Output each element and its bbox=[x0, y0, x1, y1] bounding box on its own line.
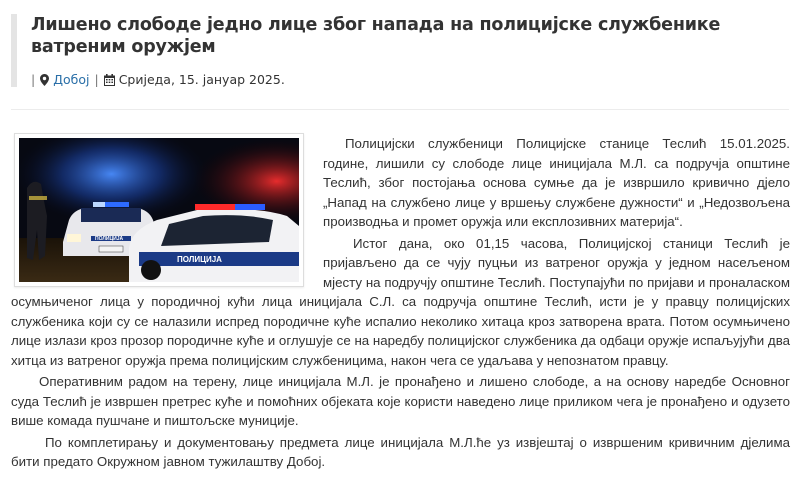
article-title: Лишено слободе једно лице због напада на полицијске службенике ватреним оружјем bbox=[31, 15, 721, 57]
header-divider bbox=[11, 109, 789, 110]
location-link[interactable]: Добој bbox=[53, 71, 90, 87]
paragraph-3: Оперативним радом на терену, лице иницијала М.Л. је пронађено и лишено слободе, а на основу наредбе Основног суда Теслић је извршен претрес куће и помоћних објеката које користи наведено лице приликом чега је пронађено и одузето више комада пушчане и пиштољске муниције. bbox=[11, 374, 790, 428]
article-body bbox=[11, 134, 790, 474]
car-label-front: ПОЛИЦИЈА bbox=[95, 236, 124, 242]
paragraph-1: Полицијски службеници Полицијске станице Теслић 15.01.2025. године, лишили су слободе лице иницијала М.Л. са подручја општине Теслић, због постојања основа сумње да је извршило кривично дјело „Напад на службено лице у вршењу службене дужности“ и „Недозвољена производња и промет оружја или експлозивних материја“. bbox=[323, 136, 790, 229]
car-label-side: ПОЛИЦИЈА bbox=[177, 255, 222, 264]
calendar-icon bbox=[104, 72, 115, 87]
article-header bbox=[11, 14, 783, 87]
meta-separator: | bbox=[31, 71, 36, 87]
image-spacer bbox=[11, 134, 323, 292]
map-marker-icon bbox=[40, 72, 49, 87]
paragraph-4: По комплетирању и документовању предмета лице иницијала М.Л.ће уз извјештај о извршеним кривичним дјелима бити предато Окружном јавном тужилаштву Добој. bbox=[11, 434, 790, 469]
article-date: Сриједа, 15. јануар 2025. bbox=[118, 71, 285, 87]
meta-separator: | bbox=[94, 71, 99, 87]
article-meta bbox=[31, 71, 783, 87]
paragraph-2: Истог дана, око 01,15 часова, Полицијској станици Теслић је пријављено да се чују пуцњи из ватреног оружја у једном насељеном мјесту на подручју општине Теслић. Поступајући по пријави и проналаском осумњиченог лица у породичној кући лица иницијала С.Л. са подручја општине Теслић, исти је у правцу полицијских службеника који су се налазили испред породичне куће испалио неколико хитаца кроз затворена врата. Потом осумњичено лице излази кроз прозор породичне куће и оглушује се на наредбу полицијског службеника да одбаци оружје испаљујући два хитца из ватреног оружја према полицијским службеницима, након чега се удаљава у непознатом правцу. bbox=[11, 235, 790, 368]
